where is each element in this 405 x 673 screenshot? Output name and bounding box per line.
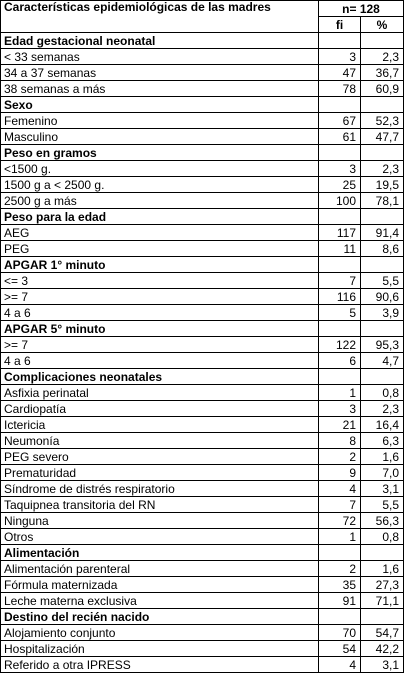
sample-size-label: n= 128 [319, 1, 404, 17]
row-label: < 33 semanas [1, 49, 319, 65]
row-pct-value: 7,0 [361, 465, 404, 481]
section-pct-cell [361, 145, 404, 161]
row-label: Alojamiento conjunto [1, 625, 319, 641]
row-fi-value: 3 [319, 161, 361, 177]
row-label: Fórmula maternizada [1, 577, 319, 593]
table-row [1, 305, 404, 321]
row-pct-value: 95,3 [361, 337, 404, 353]
row-fi-value: 72 [319, 513, 361, 529]
row-fi-value: 67 [319, 113, 361, 129]
row-pct-value: 5,5 [361, 273, 404, 289]
row-label: 38 semanas a más [1, 81, 319, 97]
row-label: Síndrome de distrés respiratorio [1, 481, 319, 497]
row-pct-value: 90,6 [361, 289, 404, 305]
section-title: Sexo [1, 97, 319, 113]
table-row [1, 385, 404, 401]
row-pct-value: 42,2 [361, 641, 404, 657]
section-pct-cell [361, 257, 404, 273]
section-fi-cell [319, 209, 361, 225]
section-pct-cell [361, 97, 404, 113]
row-fi-value: 3 [319, 401, 361, 417]
row-fi-value: 100 [319, 193, 361, 209]
row-label: Referido a otra IPRESS [1, 657, 319, 673]
table-row [1, 417, 404, 433]
section-header-row [1, 369, 404, 385]
section-pct-cell [361, 369, 404, 385]
section-pct-cell [361, 33, 404, 49]
row-fi-value: 7 [319, 497, 361, 513]
section-title: Destino del recién nacido [1, 609, 319, 625]
row-fi-value: 78 [319, 81, 361, 97]
row-pct-value: 0,8 [361, 529, 404, 545]
table-row [1, 401, 404, 417]
table-row [1, 177, 404, 193]
section-title: Alimentación [1, 545, 319, 561]
row-label: Prematuridad [1, 465, 319, 481]
section-title: Peso para la edad [1, 209, 319, 225]
row-pct-value: 2,3 [361, 161, 404, 177]
row-fi-value: 91 [319, 593, 361, 609]
row-label: 4 a 6 [1, 353, 319, 369]
table-row [1, 81, 404, 97]
row-fi-value: 54 [319, 641, 361, 657]
row-pct-value: 47,7 [361, 129, 404, 145]
section-header-row [1, 257, 404, 273]
row-label: >= 7 [1, 337, 319, 353]
table-row [1, 113, 404, 129]
section-header-row [1, 545, 404, 561]
table-row [1, 161, 404, 177]
row-fi-value: 5 [319, 305, 361, 321]
row-pct-value: 3,9 [361, 305, 404, 321]
table-row [1, 65, 404, 81]
section-pct-cell [361, 545, 404, 561]
row-fi-value: 61 [319, 129, 361, 145]
row-pct-value: 52,3 [361, 113, 404, 129]
row-pct-value: 27,3 [361, 577, 404, 593]
row-label: Otros [1, 529, 319, 545]
table-row [1, 129, 404, 145]
row-fi-value: 2 [319, 449, 361, 465]
row-fi-value: 47 [319, 65, 361, 81]
row-pct-value: 6,3 [361, 433, 404, 449]
row-label: >= 7 [1, 289, 319, 305]
table-row [1, 449, 404, 465]
table-row [1, 657, 404, 673]
section-header-row [1, 209, 404, 225]
header-row [1, 1, 404, 17]
section-fi-cell [319, 97, 361, 113]
table-row [1, 625, 404, 641]
row-label: PEG [1, 241, 319, 257]
table-row [1, 273, 404, 289]
row-fi-value: 8 [319, 433, 361, 449]
row-label: Ictericia [1, 417, 319, 433]
row-pct-value: 3,1 [361, 657, 404, 673]
row-pct-value: 2,3 [361, 401, 404, 417]
column-header-percent: % [361, 17, 404, 33]
row-label: 34 a 37 semanas [1, 65, 319, 81]
section-header-row [1, 145, 404, 161]
section-header-row [1, 321, 404, 337]
table-row [1, 481, 404, 497]
row-pct-value: 1,6 [361, 561, 404, 577]
row-fi-value: 1 [319, 385, 361, 401]
section-title: APGAR 5° minuto [1, 321, 319, 337]
row-fi-value: 122 [319, 337, 361, 353]
row-label: Hospitalización [1, 641, 319, 657]
table-row [1, 241, 404, 257]
row-label: <1500 g. [1, 161, 319, 177]
row-label: Leche materna exclusiva [1, 593, 319, 609]
row-fi-value: 35 [319, 577, 361, 593]
column-header-fi: fi [319, 17, 361, 33]
section-title: Edad gestacional neonatal [1, 33, 319, 49]
section-header-row [1, 609, 404, 625]
table-row [1, 497, 404, 513]
row-pct-value: 91,4 [361, 225, 404, 241]
row-pct-value: 36,7 [361, 65, 404, 81]
row-pct-value: 56,3 [361, 513, 404, 529]
section-fi-cell [319, 145, 361, 161]
table-row [1, 513, 404, 529]
row-label: Ninguna [1, 513, 319, 529]
table-row [1, 641, 404, 657]
table-row [1, 193, 404, 209]
row-fi-value: 117 [319, 225, 361, 241]
row-label: Neumonía [1, 433, 319, 449]
row-pct-value: 71,1 [361, 593, 404, 609]
row-pct-value: 19,5 [361, 177, 404, 193]
row-pct-value: 8,6 [361, 241, 404, 257]
row-fi-value: 70 [319, 625, 361, 641]
row-label: Asfixia perinatal [1, 385, 319, 401]
table-row [1, 353, 404, 369]
section-fi-cell [319, 545, 361, 561]
row-pct-value: 54,7 [361, 625, 404, 641]
row-fi-value: 116 [319, 289, 361, 305]
row-pct-value: 78,1 [361, 193, 404, 209]
row-fi-value: 9 [319, 465, 361, 481]
table-row [1, 561, 404, 577]
section-fi-cell [319, 609, 361, 625]
row-fi-value: 4 [319, 481, 361, 497]
row-pct-value: 5,5 [361, 497, 404, 513]
table-body [1, 1, 404, 673]
section-pct-cell [361, 321, 404, 337]
row-label: Alimentación parenteral [1, 561, 319, 577]
table-row [1, 577, 404, 593]
section-title: Peso en gramos [1, 145, 319, 161]
row-label: Taquipnea transitoria del RN [1, 497, 319, 513]
table-row [1, 465, 404, 481]
section-title: APGAR 1° minuto [1, 257, 319, 273]
row-pct-value: 0,8 [361, 385, 404, 401]
table-row [1, 529, 404, 545]
table-title: Características epidemiológicas de las madres [1, 1, 319, 33]
table-row [1, 225, 404, 241]
section-pct-cell [361, 209, 404, 225]
section-fi-cell [319, 33, 361, 49]
table-row [1, 593, 404, 609]
row-label: Cardiopatía [1, 401, 319, 417]
row-label: Masculino [1, 129, 319, 145]
row-label: Femenino [1, 113, 319, 129]
row-fi-value: 6 [319, 353, 361, 369]
row-fi-value: 11 [319, 241, 361, 257]
row-pct-value: 4,7 [361, 353, 404, 369]
section-fi-cell [319, 321, 361, 337]
row-label: PEG severo [1, 449, 319, 465]
row-label: 1500 g a < 2500 g. [1, 177, 319, 193]
row-fi-value: 21 [319, 417, 361, 433]
row-fi-value: 1 [319, 529, 361, 545]
row-label: 2500 g a más [1, 193, 319, 209]
section-title: Complicaciones neonatales [1, 369, 319, 385]
row-fi-value: 25 [319, 177, 361, 193]
section-header-row [1, 97, 404, 113]
row-pct-value: 16,4 [361, 417, 404, 433]
row-label: 4 a 6 [1, 305, 319, 321]
section-fi-cell [319, 369, 361, 385]
row-pct-value: 3,1 [361, 481, 404, 497]
table-row [1, 433, 404, 449]
row-pct-value: 2,3 [361, 49, 404, 65]
section-fi-cell [319, 257, 361, 273]
table-row [1, 337, 404, 353]
table-row [1, 49, 404, 65]
row-fi-value: 2 [319, 561, 361, 577]
row-fi-value: 3 [319, 49, 361, 65]
row-label: <= 3 [1, 273, 319, 289]
row-pct-value: 1,6 [361, 449, 404, 465]
row-pct-value: 60,9 [361, 81, 404, 97]
row-fi-value: 4 [319, 657, 361, 673]
row-fi-value: 7 [319, 273, 361, 289]
table-row [1, 289, 404, 305]
row-label: AEG [1, 225, 319, 241]
section-pct-cell [361, 609, 404, 625]
section-header-row [1, 33, 404, 49]
